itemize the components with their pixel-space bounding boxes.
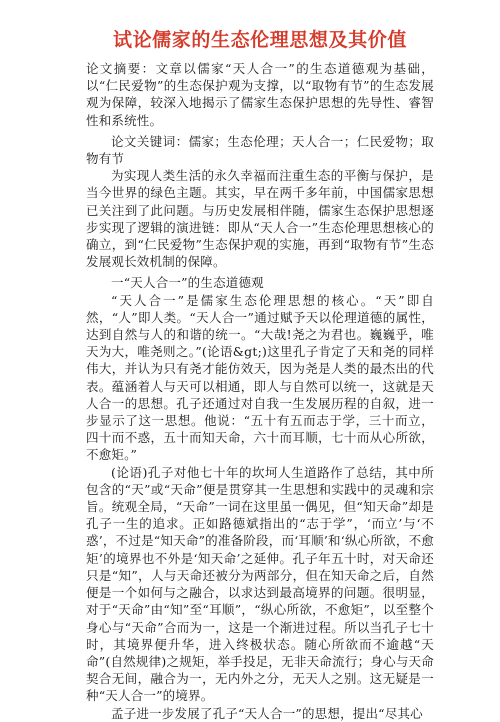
section-heading: 一“天人合一”的生态道德观 bbox=[111, 275, 264, 291]
body-paragraph: “天人合一”是儒家生态伦理思想的核心。“天”即自然，“人”即人类。“天人合一”通过赋予天以伦理道德的属性，达到自然与人的和谐的统一。“大哉!尧之为君也。巍巍乎，唯天为大，唯尧则之。”(论语&gt;)这里孔子肯定了天和尧的同样伟大，并认为只有尧才能仿效天，因为尧是人类的最杰出的代表。蕴涵着人与天可以相通，即人与自然可以统一，这就是天人合一的思想。孔子还通过对自我一生发展历程的自叙，进一步显示了这一思想。他说：“五十有五而志于学，三十而立，四十而不惑，五十而知天命，六十而耳顺，七十而从心所欲，不愈矩。” bbox=[86, 292, 434, 463]
body-paragraph: 孟子进一步发展了孔子“天人合一”的思想，提出“尽其心 bbox=[111, 705, 423, 721]
abstract: 论文摘要：文章以儒家“天人合一”的生态道德观为基础，以“仁民爱物”的生态保护观为支撑，以“取物有节”的生态发展观为保障，较深入地揭示了儒家生态保护思想的先导性、睿智性和系统性。 bbox=[86, 61, 434, 128]
keywords: 论文关键词：儒家；生态伦理；天人合一；仁民爱物；取物有节 bbox=[86, 133, 434, 167]
intro-paragraph: 为实现人类生活的永久幸福而注重生态的平衡与保护，是当今世界的绿色主题。其实，早在两千多年前，中国儒家思想已关注到了此问题。与历史发展相伴随，儒家生态保护思想逐步实现了逻辑的演进链：即从“天人合一”生态伦理思想核心的确立，到“仁民爱物”生态保护观的实施，再到“取物有节”生态发展观长效机制的保障。 bbox=[86, 168, 434, 270]
body-paragraph: (论语)孔子对他七十年的坎坷人生道路作了总结，其中所包含的“天”或“天命”便是贯穿其一生思想和实践中的灵魂和宗旨。统观全局，“天命”一词在这里虽一偶见，但“知天命”却是孔子一生的追求。正如路德斌指出的“志于学”，‘而立’与‘不惑’，不过是“知天命”的准备阶段，而‘耳顺’和‘纵心所欲，不愈矩’的境界也不外是‘知天命’之延伸。孔子年五十时，对天命还只是“知”，人与天命还被分为两部分，但在知天命之后，自然便是一个如何与之融合，以求达到最高境界的问题。很明显，对于“天命”由“知”至“耳顺”，“纵心所欲，不愈矩”，以至整个身心与“天命”合而为一，这是一个渐进过程。所以当孔子七十时，其境界便升华，进入终极状态。随心所欲而不逾越“天命”(自然规律)之规矩，举手投足，无非天命流行；身心与天命契合无间，融合为一，无内外之分，无天人之别。这无疑是一种“天人合一”的境界。 bbox=[86, 464, 434, 704]
page-title: 试论儒家的生态伦理思想及其价值 bbox=[112, 29, 407, 51]
